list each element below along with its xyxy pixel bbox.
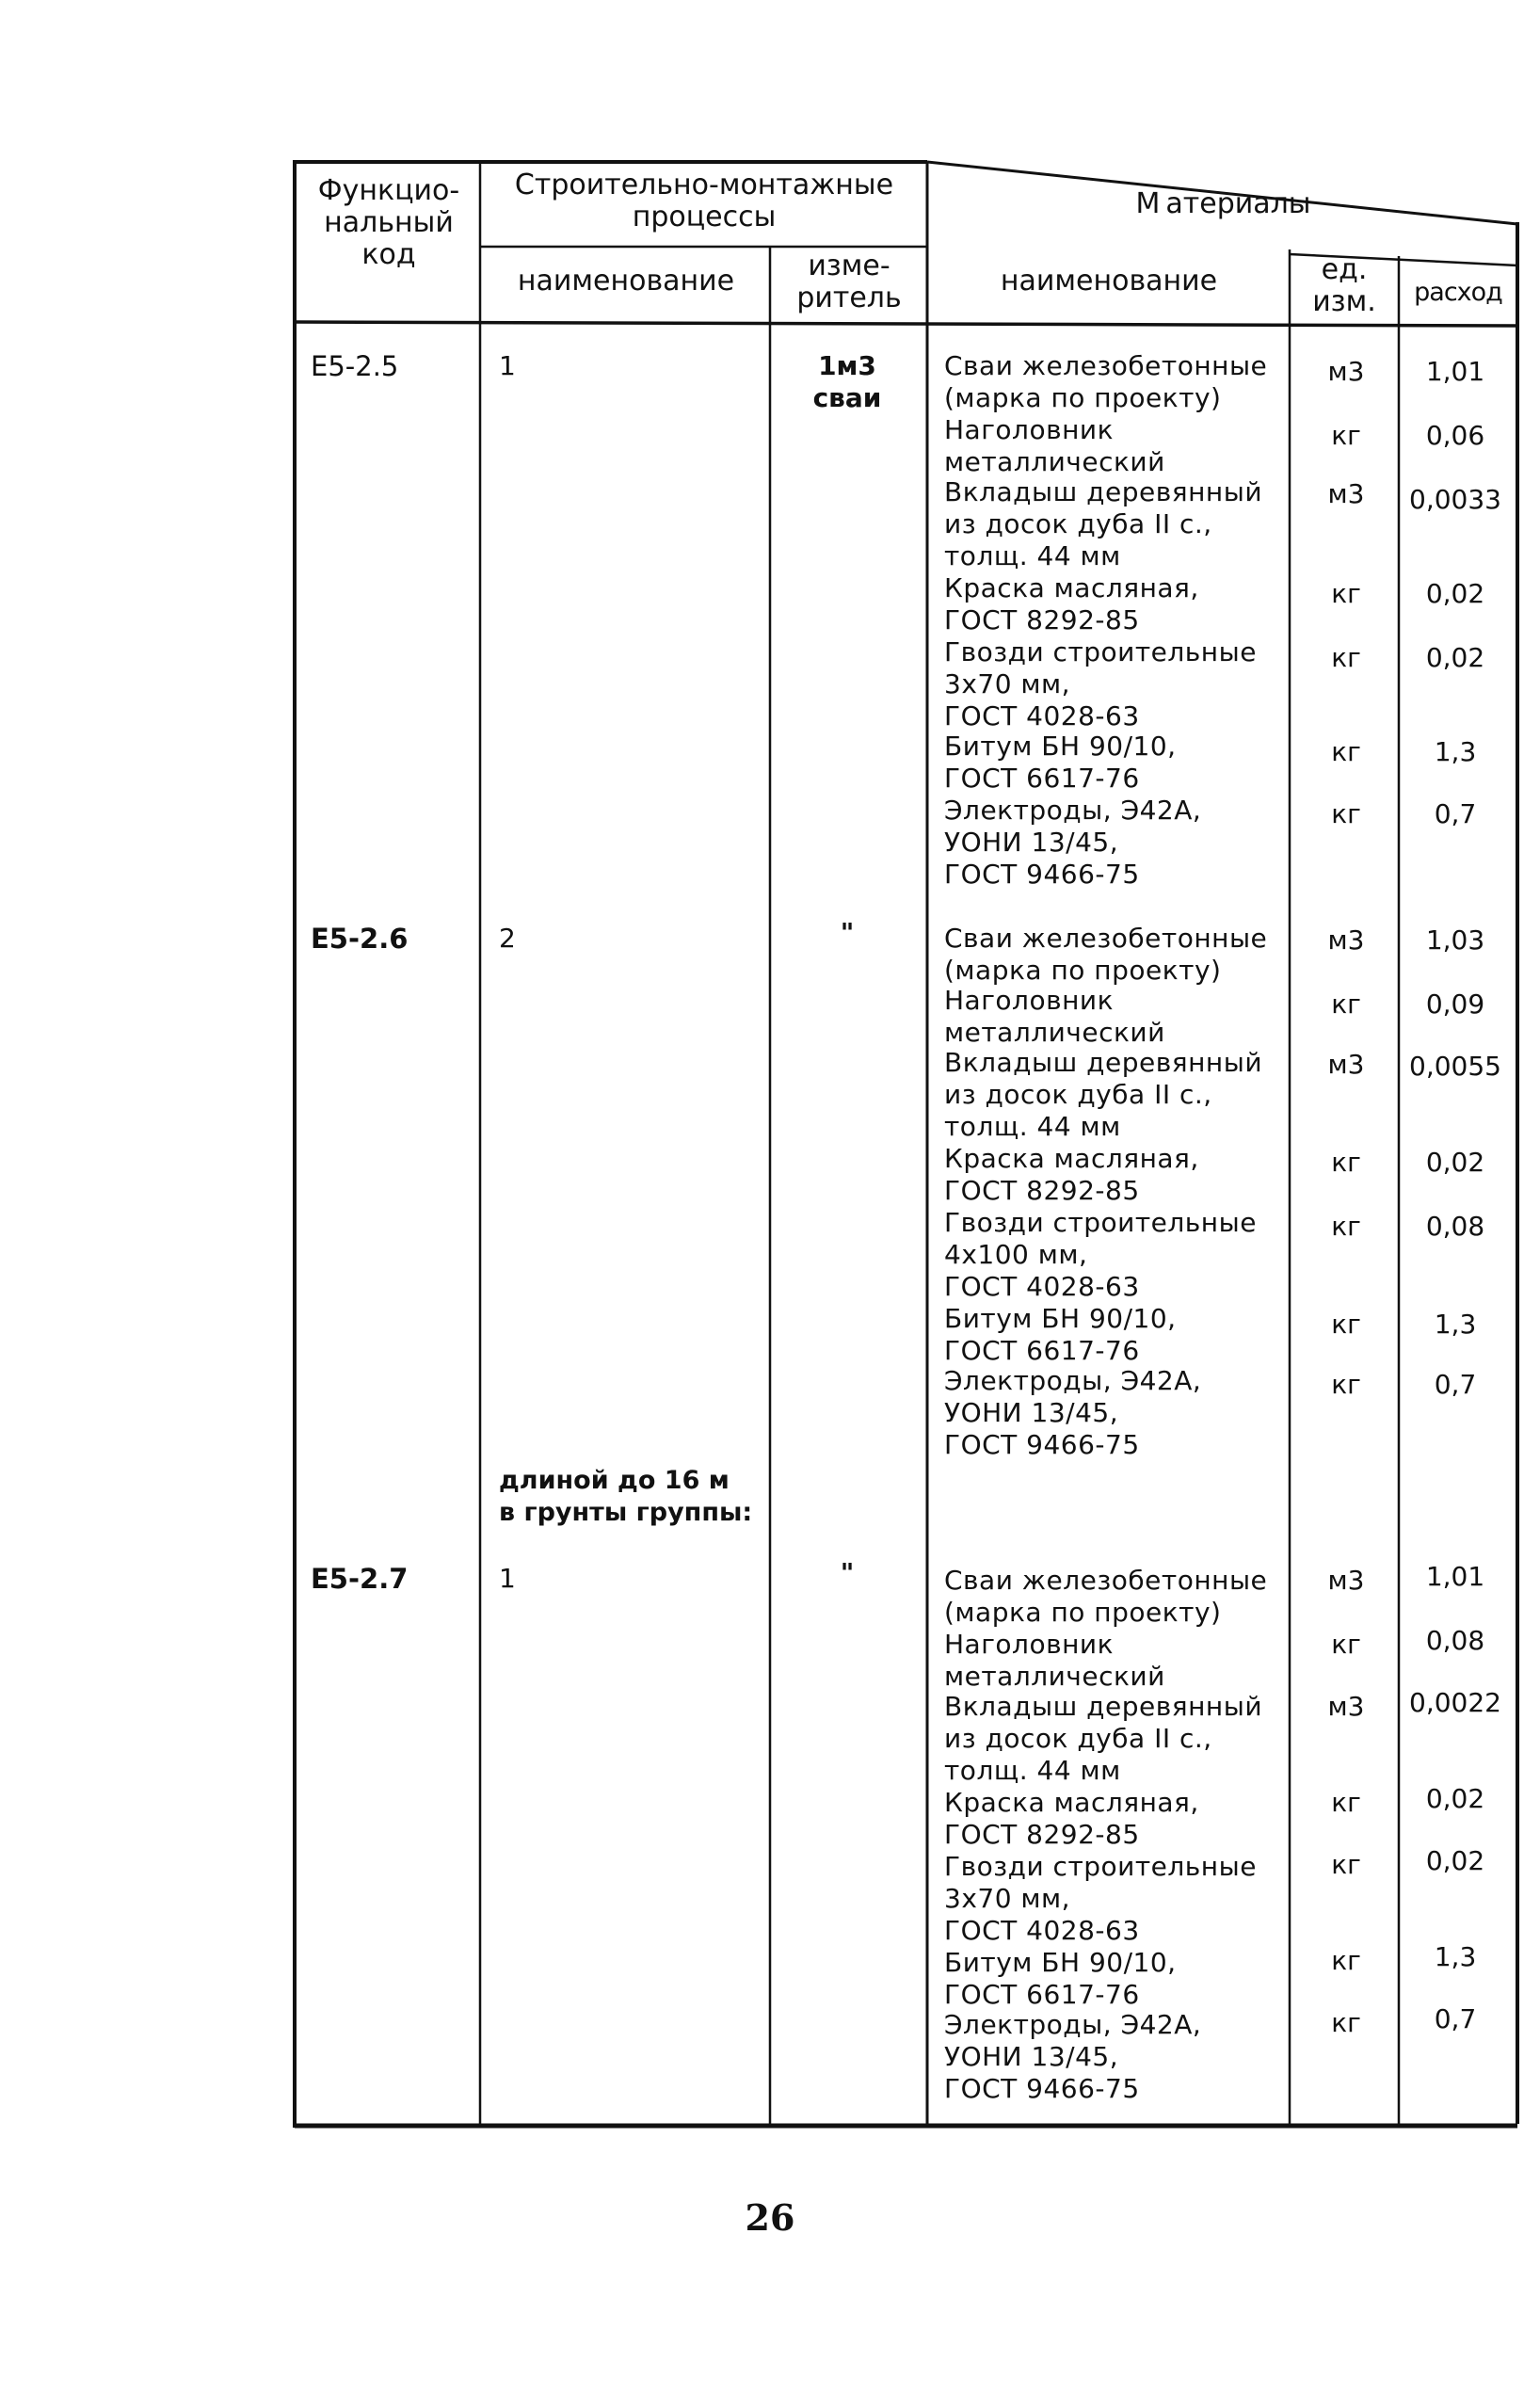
material-name: Битум БН 90/10, ГОСТ 6617-76 bbox=[944, 1947, 1177, 2010]
material-name: Электроды, Э42А, УОНИ 13/45, ГОСТ 9466-75 bbox=[944, 1365, 1202, 1460]
material-qty: 1,3 bbox=[1434, 736, 1477, 767]
material-name: Сваи железобетонные (марка по проекту) bbox=[944, 350, 1268, 413]
material-unit: кг bbox=[1331, 1309, 1361, 1340]
meter-value: " bbox=[840, 1557, 855, 1588]
material-unit: кг bbox=[1331, 1629, 1361, 1660]
material-name: Наголовник металлический bbox=[944, 985, 1165, 1048]
group-code: Е5-2.5 bbox=[311, 350, 399, 382]
material-name: Битум БН 90/10, ГОСТ 6617-76 bbox=[944, 731, 1177, 794]
material-name: Гвозди строительные 3x70 мм, ГОСТ 4028-63 bbox=[944, 1851, 1257, 1946]
material-name: Битум БН 90/10, ГОСТ 6617-76 bbox=[944, 1303, 1177, 1366]
group-code: Е5-2.7 bbox=[311, 1563, 409, 1595]
material-name: Наголовник металлический bbox=[944, 414, 1165, 477]
meter-value: 1м3 сваи bbox=[812, 350, 882, 413]
material-name: Вкладыш деревянный из досок дуба II с., толщ. 44 мм bbox=[944, 1691, 1263, 1786]
material-name: Сваи железобетонные (марка по проекту) bbox=[944, 923, 1268, 986]
material-unit: кг bbox=[1331, 1787, 1361, 1818]
group-code: Е5-2.6 bbox=[311, 923, 409, 955]
material-unit: кг bbox=[1331, 578, 1361, 609]
material-unit: кг bbox=[1331, 642, 1361, 673]
header-materials: М атериалы bbox=[1135, 187, 1311, 220]
material-name: Электроды, Э42А, УОНИ 13/45, ГОСТ 9466-75 bbox=[944, 2009, 1202, 2104]
material-qty: 0,7 bbox=[1434, 1369, 1477, 1400]
material-qty: 1,01 bbox=[1425, 1561, 1485, 1592]
material-unit: кг bbox=[1331, 2007, 1361, 2038]
material-unit: м3 bbox=[1327, 1565, 1365, 1596]
header-unit: ед. изм. bbox=[1312, 253, 1376, 318]
material-unit: кг bbox=[1331, 420, 1361, 451]
material-unit: м3 bbox=[1327, 478, 1365, 509]
material-qty: 0,0055 bbox=[1409, 1051, 1501, 1082]
material-unit: м3 bbox=[1327, 1691, 1365, 1722]
material-qty: 1,3 bbox=[1434, 1309, 1477, 1340]
material-name: Вкладыш деревянный из досок дуба II с., толщ. 44 мм bbox=[944, 476, 1263, 571]
material-name: Наголовник металлический bbox=[944, 1629, 1165, 1692]
process-number: 1 bbox=[499, 350, 516, 381]
material-qty: 0,02 bbox=[1425, 578, 1485, 609]
material-qty: 0,7 bbox=[1434, 798, 1477, 829]
material-qty: 0,7 bbox=[1434, 2003, 1477, 2034]
material-name: Электроды, Э42А, УОНИ 13/45, ГОСТ 9466-75 bbox=[944, 795, 1202, 890]
material-qty: 1,01 bbox=[1425, 356, 1485, 387]
material-name: Краска масляная, ГОСТ 8292-85 bbox=[944, 1143, 1199, 1206]
header-code: Функцио- нальный код bbox=[317, 174, 460, 271]
material-qty: 1,03 bbox=[1425, 924, 1485, 956]
material-unit: м3 bbox=[1327, 1049, 1365, 1080]
header-process-name: наименование bbox=[517, 265, 735, 297]
material-qty: 0,0022 bbox=[1409, 1687, 1501, 1718]
material-unit: кг bbox=[1331, 736, 1361, 767]
material-unit: кг bbox=[1331, 1945, 1361, 1976]
material-unit: м3 bbox=[1327, 924, 1365, 956]
material-qty: 0,02 bbox=[1425, 1783, 1485, 1814]
meter-value: " bbox=[840, 917, 855, 948]
material-qty: 0,02 bbox=[1425, 1845, 1485, 1876]
header-material-name: наименование bbox=[1000, 265, 1218, 297]
material-unit: кг bbox=[1331, 1147, 1361, 1178]
material-name: Сваи железобетонные (марка по проекту) bbox=[944, 1565, 1268, 1628]
material-name: Краска масляная, ГОСТ 8292-85 bbox=[944, 1787, 1199, 1850]
material-qty: 0,08 bbox=[1425, 1211, 1485, 1242]
material-qty: 1,3 bbox=[1434, 1941, 1477, 1972]
header-meter: изме- ритель bbox=[796, 249, 902, 314]
process-number: 1 bbox=[499, 1563, 516, 1594]
material-unit: кг bbox=[1331, 1849, 1361, 1880]
header-processes: Строительно-монтажные процессы bbox=[514, 169, 894, 233]
material-name: Гвозди строительные 3x70 мм, ГОСТ 4028-63 bbox=[944, 636, 1257, 731]
material-unit: кг bbox=[1331, 1369, 1361, 1400]
material-qty: 0,06 bbox=[1425, 420, 1485, 451]
material-name: Вкладыш деревянный из досок дуба II с., толщ. 44 мм bbox=[944, 1047, 1263, 1142]
material-unit: кг bbox=[1331, 989, 1361, 1020]
material-name: Краска масляная, ГОСТ 8292-85 bbox=[944, 572, 1199, 635]
material-qty: 0,02 bbox=[1425, 1147, 1485, 1178]
material-unit: кг bbox=[1331, 798, 1361, 829]
material-unit: м3 bbox=[1327, 356, 1365, 387]
material-qty: 0,0033 bbox=[1409, 484, 1501, 515]
length-note: длиной до 16 м в грунты группы: bbox=[499, 1466, 753, 1527]
material-name: Гвозди строительные 4x100 мм, ГОСТ 4028-63 bbox=[944, 1207, 1257, 1302]
material-qty: 0,09 bbox=[1425, 989, 1485, 1020]
material-qty: 0,08 bbox=[1425, 1625, 1485, 1656]
page-number: 26 bbox=[745, 2196, 795, 2239]
material-unit: кг bbox=[1331, 1211, 1361, 1242]
process-number: 2 bbox=[499, 923, 516, 954]
material-qty: 0,02 bbox=[1425, 642, 1485, 673]
header-qty: расход bbox=[1414, 278, 1502, 307]
